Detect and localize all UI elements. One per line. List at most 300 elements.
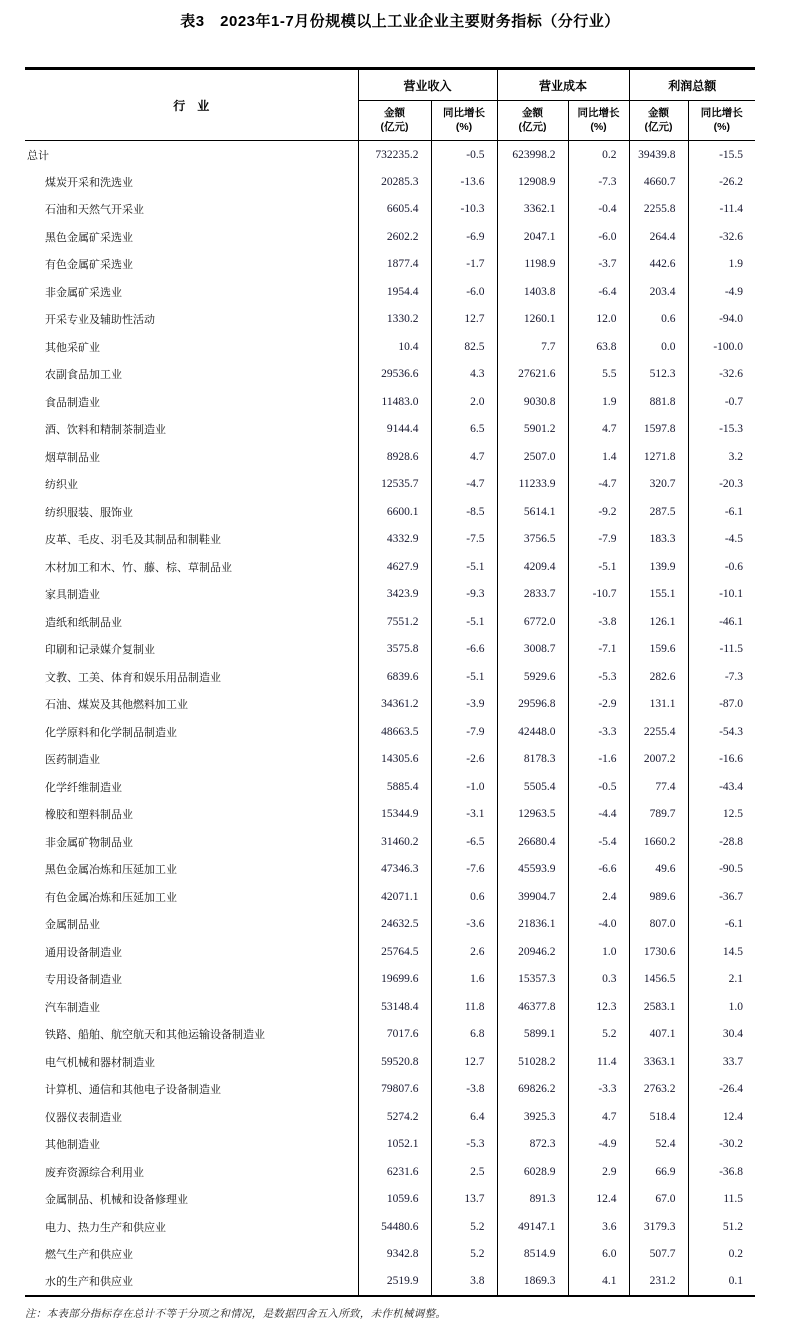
cost-amount-cell: 3756.5 bbox=[497, 526, 568, 554]
cost-growth-cell: 4.1 bbox=[568, 1268, 629, 1296]
industry-cell: 铁路、船舶、航空航天和其他运输设备制造业 bbox=[25, 1021, 358, 1049]
profit-amount-cell: 264.4 bbox=[629, 223, 688, 251]
revenue-amount-cell: 732235.2 bbox=[358, 141, 431, 169]
profit-growth-header bbox=[688, 101, 755, 141]
table-row bbox=[25, 828, 755, 856]
cost-growth-cell: -3.7 bbox=[568, 251, 629, 279]
cost-growth-cell: 0.2 bbox=[568, 141, 629, 169]
table-row bbox=[25, 471, 755, 499]
profit-growth-cell: -6.1 bbox=[724, 505, 744, 518]
revenue-growth-cell: -3.1 bbox=[431, 801, 497, 829]
table-row bbox=[25, 333, 755, 361]
cost-amount-cell: 5901.2 bbox=[497, 416, 568, 444]
profit-growth-cell: 11.5 bbox=[723, 1193, 744, 1206]
cost-growth-cell: 4.7 bbox=[568, 1103, 629, 1131]
table-row bbox=[25, 966, 755, 994]
table-row bbox=[25, 416, 755, 444]
revenue-amount-cell: 1330.2 bbox=[358, 306, 431, 334]
cost-amount-cell: 6772.0 bbox=[497, 608, 568, 636]
industry-cell: 农副食品加工业 bbox=[25, 361, 358, 389]
cost-growth-cell: 12.0 bbox=[568, 306, 629, 334]
revenue-amount-cell: 42071.1 bbox=[358, 883, 431, 911]
revenue-growth-cell: 4.7 bbox=[431, 443, 497, 471]
cost-amount-cell: 15357.3 bbox=[497, 966, 568, 994]
table-row bbox=[25, 1241, 755, 1269]
revenue-growth-header bbox=[431, 101, 497, 141]
cost-growth-cell: -3.3 bbox=[568, 1076, 629, 1104]
profit-amount-header bbox=[629, 101, 688, 141]
cost-growth-cell: -7.3 bbox=[568, 168, 629, 196]
profit-growth-cell: -6.1 bbox=[724, 918, 744, 931]
profit-amount-cell: 67.0 bbox=[629, 1186, 688, 1214]
profit-amount-cell: 2763.2 bbox=[629, 1076, 688, 1104]
cost-amount-cell: 20946.2 bbox=[497, 938, 568, 966]
profit-growth-cell: 33.7 bbox=[722, 1055, 744, 1068]
cost-amount-cell: 8178.3 bbox=[497, 746, 568, 774]
industry-cell: 木材加工和木、竹、藤、棕、草制品业 bbox=[25, 553, 358, 581]
cost-amount-cell: 5505.4 bbox=[497, 773, 568, 801]
revenue-growth-cell: 5.2 bbox=[431, 1241, 497, 1269]
revenue-amount-cell: 11483.0 bbox=[358, 388, 431, 416]
revenue-growth-cell: 5.2 bbox=[431, 1213, 497, 1241]
table-row bbox=[25, 278, 755, 306]
profit-growth-cell: -15.3 bbox=[719, 423, 744, 436]
profit-growth-cell: -94.0 bbox=[719, 313, 744, 326]
revenue-growth-cell: 1.6 bbox=[431, 966, 497, 994]
profit-amount-cell: 320.7 bbox=[629, 471, 688, 499]
table-row bbox=[25, 773, 755, 801]
table-row bbox=[25, 168, 755, 196]
revenue-growth-cell: -7.5 bbox=[431, 526, 497, 554]
revenue-growth-cell: -6.5 bbox=[431, 828, 497, 856]
cost-growth-cell: -0.4 bbox=[568, 196, 629, 224]
revenue-growth-cell: -6.0 bbox=[431, 278, 497, 306]
industry-cell: 食品制造业 bbox=[25, 388, 358, 416]
revenue-amount-cell: 24632.5 bbox=[358, 911, 431, 939]
profit-amount-cell: 203.4 bbox=[629, 278, 688, 306]
cost-growth-cell: -6.4 bbox=[568, 278, 629, 306]
table-row bbox=[25, 1021, 755, 1049]
industry-cell: 有色金属冶炼和压延加工业 bbox=[25, 883, 358, 911]
profit-growth-cell: -11.4 bbox=[719, 203, 744, 216]
profit-amount-cell: 881.8 bbox=[629, 388, 688, 416]
table-row bbox=[25, 196, 755, 224]
table-row bbox=[25, 223, 755, 251]
amount-unit-label: (亿元) bbox=[644, 120, 673, 133]
revenue-growth-cell: 12.7 bbox=[431, 1048, 497, 1076]
cost-amount-cell: 26680.4 bbox=[497, 828, 568, 856]
cost-amount-cell: 891.3 bbox=[497, 1186, 568, 1214]
profit-growth-cell: -10.1 bbox=[719, 588, 744, 601]
revenue-amount-cell: 34361.2 bbox=[358, 691, 431, 719]
table-row bbox=[25, 993, 755, 1021]
cost-growth-cell: -9.2 bbox=[568, 498, 629, 526]
profit-growth-cell: 3.2 bbox=[728, 450, 744, 463]
revenue-growth-cell: 0.6 bbox=[431, 883, 497, 911]
revenue-growth-cell: -1.0 bbox=[431, 773, 497, 801]
profit-amount-cell: 126.1 bbox=[629, 608, 688, 636]
profit-growth-cell: -7.3 bbox=[724, 670, 744, 683]
cost-amount-cell: 623998.2 bbox=[497, 141, 568, 169]
cost-amount-cell: 5929.6 bbox=[497, 663, 568, 691]
header-group-row bbox=[25, 69, 755, 101]
industry-cell: 非金属矿采选业 bbox=[25, 278, 358, 306]
cost-growth-header bbox=[568, 101, 629, 141]
industry-column-header: 行 业 bbox=[25, 69, 358, 141]
revenue-amount-cell: 1877.4 bbox=[358, 251, 431, 279]
amount-label: 金额 bbox=[384, 106, 405, 119]
profit-growth-cell: -54.3 bbox=[719, 725, 744, 738]
cost-growth-cell: 1.9 bbox=[568, 388, 629, 416]
revenue-growth-cell: 12.7 bbox=[431, 306, 497, 334]
revenue-amount-cell: 5274.2 bbox=[358, 1103, 431, 1131]
industry-cell: 燃气生产和供应业 bbox=[25, 1241, 358, 1269]
table-row bbox=[25, 1213, 755, 1241]
table-row bbox=[25, 1186, 755, 1214]
revenue-amount-cell: 5885.4 bbox=[358, 773, 431, 801]
profit-amount-cell: 0.6 bbox=[629, 306, 688, 334]
industry-cell: 非金属矿物制品业 bbox=[25, 828, 358, 856]
profit-growth-cell: 0.2 bbox=[728, 1248, 744, 1261]
cost-growth-cell: 0.3 bbox=[568, 966, 629, 994]
revenue-growth-cell: -5.1 bbox=[431, 608, 497, 636]
industry-cell: 通用设备制造业 bbox=[25, 938, 358, 966]
cost-amount-cell: 2047.1 bbox=[497, 223, 568, 251]
revenue-amount-cell: 7017.6 bbox=[358, 1021, 431, 1049]
industry-cell: 家具制造业 bbox=[25, 581, 358, 609]
revenue-growth-cell: 11.8 bbox=[431, 993, 497, 1021]
amount-label: 金额 bbox=[648, 106, 670, 119]
revenue-growth-cell: 6.5 bbox=[431, 416, 497, 444]
revenue-growth-cell: 3.8 bbox=[431, 1268, 497, 1296]
revenue-growth-cell: 13.7 bbox=[431, 1186, 497, 1214]
profit-amount-cell: 52.4 bbox=[629, 1131, 688, 1159]
table-row bbox=[25, 526, 755, 554]
table-row bbox=[25, 746, 755, 774]
table-row bbox=[25, 691, 755, 719]
revenue-growth-cell: 4.3 bbox=[431, 361, 497, 389]
industry-cell: 石油、煤炭及其他燃料加工业 bbox=[25, 691, 358, 719]
profit-amount-cell: 442.6 bbox=[629, 251, 688, 279]
profit-growth-cell: 30.4 bbox=[722, 1028, 744, 1041]
cost-growth-cell: 12.4 bbox=[568, 1186, 629, 1214]
cost-growth-cell: -4.4 bbox=[568, 801, 629, 829]
table-row bbox=[25, 608, 755, 636]
revenue-growth-cell: -6.9 bbox=[431, 223, 497, 251]
growth-label: 同比增长 bbox=[577, 106, 620, 119]
profit-amount-cell: 2255.8 bbox=[629, 196, 688, 224]
cost-amount-cell: 51028.2 bbox=[497, 1048, 568, 1076]
revenue-growth-cell: -2.6 bbox=[431, 746, 497, 774]
profit-amount-cell: 183.3 bbox=[629, 526, 688, 554]
revenue-amount-cell: 3575.8 bbox=[358, 636, 431, 664]
cost-amount-cell: 69826.2 bbox=[497, 1076, 568, 1104]
cost-amount-cell: 1869.3 bbox=[497, 1268, 568, 1296]
revenue-growth-cell: 6.8 bbox=[431, 1021, 497, 1049]
table-row bbox=[25, 306, 755, 334]
industry-cell: 纺织业 bbox=[25, 471, 358, 499]
revenue-amount-cell: 6231.6 bbox=[358, 1158, 431, 1186]
cost-growth-cell: 5.5 bbox=[568, 361, 629, 389]
cost-amount-cell: 2507.0 bbox=[497, 443, 568, 471]
cost-amount-cell: 49147.1 bbox=[497, 1213, 568, 1241]
profit-amount-cell: 49.6 bbox=[629, 856, 688, 884]
cost-growth-cell: -7.1 bbox=[568, 636, 629, 664]
profit-amount-cell: 989.6 bbox=[629, 883, 688, 911]
cost-amount-cell: 1260.1 bbox=[497, 306, 568, 334]
cost-amount-cell: 1198.9 bbox=[497, 251, 568, 279]
industry-cell: 医药制造业 bbox=[25, 746, 358, 774]
table-row bbox=[25, 663, 755, 691]
revenue-amount-cell: 14305.6 bbox=[358, 746, 431, 774]
profit-amount-cell: 282.6 bbox=[629, 663, 688, 691]
cost-growth-cell: -4.7 bbox=[568, 471, 629, 499]
cost-growth-cell: 1.4 bbox=[568, 443, 629, 471]
amount-label: 金额 bbox=[522, 106, 544, 119]
table-row bbox=[25, 1076, 755, 1104]
profit-growth-cell: -36.7 bbox=[719, 890, 744, 903]
profit-amount-cell: 518.4 bbox=[629, 1103, 688, 1131]
industry-cell: 煤炭开采和洗选业 bbox=[25, 168, 358, 196]
table-header bbox=[25, 69, 755, 141]
revenue-growth-cell: -13.6 bbox=[431, 168, 497, 196]
revenue-amount-cell: 12535.7 bbox=[358, 471, 431, 499]
revenue-growth-cell: -5.1 bbox=[431, 663, 497, 691]
cost-growth-cell: 4.7 bbox=[568, 416, 629, 444]
revenue-growth-cell: 2.0 bbox=[431, 388, 497, 416]
revenue-amount-cell: 1954.4 bbox=[358, 278, 431, 306]
revenue-growth-cell: 82.5 bbox=[431, 333, 497, 361]
profit-growth-cell: -28.8 bbox=[719, 835, 744, 848]
profit-growth-cell: -15.5 bbox=[719, 148, 744, 161]
profit-growth-cell: -20.3 bbox=[719, 478, 744, 491]
profit-amount-cell: 1730.6 bbox=[629, 938, 688, 966]
cost-growth-cell: -4.9 bbox=[568, 1131, 629, 1159]
industry-cell: 造纸和纸制品业 bbox=[25, 608, 358, 636]
revenue-growth-cell: -3.6 bbox=[431, 911, 497, 939]
profit-amount-cell: 1271.8 bbox=[629, 443, 688, 471]
profit-amount-cell: 1597.8 bbox=[629, 416, 688, 444]
cost-growth-cell: -10.7 bbox=[568, 581, 629, 609]
table-body bbox=[25, 141, 755, 1296]
profit-growth-cell: -0.7 bbox=[724, 395, 744, 408]
profit-growth-cell: -30.2 bbox=[719, 1138, 744, 1151]
revenue-amount-cell: 79807.6 bbox=[358, 1076, 431, 1104]
revenue-growth-cell: 2.6 bbox=[431, 938, 497, 966]
cost-amount-cell: 45593.9 bbox=[497, 856, 568, 884]
revenue-growth-cell: -0.5 bbox=[431, 141, 497, 169]
profit-growth-cell: 51.2 bbox=[722, 1220, 744, 1233]
cost-amount-cell: 21836.1 bbox=[497, 911, 568, 939]
cost-growth-cell: -2.9 bbox=[568, 691, 629, 719]
profit-amount-cell: 4660.7 bbox=[629, 168, 688, 196]
industry-cell: 金属制品业 bbox=[25, 911, 358, 939]
profit-amount-cell: 2583.1 bbox=[629, 993, 688, 1021]
table-row bbox=[25, 1103, 755, 1131]
industry-cell: 电气机械和器材制造业 bbox=[25, 1048, 358, 1076]
table-row bbox=[25, 443, 755, 471]
table-row bbox=[25, 1158, 755, 1186]
revenue-amount-cell: 4627.9 bbox=[358, 553, 431, 581]
cost-amount-cell: 12963.5 bbox=[497, 801, 568, 829]
cost-growth-cell: 2.9 bbox=[568, 1158, 629, 1186]
cost-growth-cell: -6.6 bbox=[568, 856, 629, 884]
industry-cell: 其他采矿业 bbox=[25, 333, 358, 361]
table-row bbox=[25, 718, 755, 746]
revenue-growth-cell: 6.4 bbox=[431, 1103, 497, 1131]
profit-growth-cell: -11.5 bbox=[719, 643, 744, 656]
revenue-amount-cell: 54480.6 bbox=[358, 1213, 431, 1241]
profit-growth-cell: -32.6 bbox=[719, 368, 744, 381]
table-row bbox=[25, 856, 755, 884]
profit-amount-cell: 407.1 bbox=[629, 1021, 688, 1049]
table-row bbox=[25, 636, 755, 664]
industry-cell: 黑色金属冶炼和压延加工业 bbox=[25, 856, 358, 884]
revenue-amount-cell: 9342.8 bbox=[358, 1241, 431, 1269]
revenue-amount-cell: 6605.4 bbox=[358, 196, 431, 224]
revenue-amount-cell: 20285.3 bbox=[358, 168, 431, 196]
cost-amount-cell: 29596.8 bbox=[497, 691, 568, 719]
profit-growth-cell: -87.0 bbox=[719, 698, 744, 711]
revenue-amount-cell: 2602.2 bbox=[358, 223, 431, 251]
cost-growth-cell: 63.8 bbox=[568, 333, 629, 361]
cost-amount-cell: 2833.7 bbox=[497, 581, 568, 609]
cost-growth-cell: -5.4 bbox=[568, 828, 629, 856]
table-row bbox=[25, 801, 755, 829]
revenue-amount-cell: 3423.9 bbox=[358, 581, 431, 609]
revenue-growth-cell: -4.7 bbox=[431, 471, 497, 499]
profit-growth-cell: -32.6 bbox=[719, 230, 744, 243]
profit-growth-cell: 1.9 bbox=[728, 258, 744, 271]
profit-growth-cell: 12.4 bbox=[722, 1110, 744, 1123]
revenue-amount-cell: 1052.1 bbox=[358, 1131, 431, 1159]
revenue-growth-cell: -3.9 bbox=[431, 691, 497, 719]
table-container bbox=[25, 67, 755, 1297]
industry-cell: 化学纤维制造业 bbox=[25, 773, 358, 801]
profit-growth-cell: -100.0 bbox=[713, 340, 744, 353]
cost-growth-cell: -5.1 bbox=[568, 553, 629, 581]
revenue-growth-cell: 2.5 bbox=[431, 1158, 497, 1186]
table-row bbox=[25, 1268, 755, 1296]
profit-group-header: 利润总额 bbox=[629, 69, 755, 101]
profit-growth-cell: -46.1 bbox=[719, 615, 744, 628]
cost-amount-cell: 4209.4 bbox=[497, 553, 568, 581]
cost-amount-cell: 46377.8 bbox=[497, 993, 568, 1021]
profit-amount-cell: 39439.8 bbox=[629, 141, 688, 169]
cost-amount-cell: 8514.9 bbox=[497, 1241, 568, 1269]
revenue-amount-cell: 6600.1 bbox=[358, 498, 431, 526]
financial-indicators-table bbox=[25, 67, 755, 1297]
profit-growth-cell: -26.4 bbox=[719, 1083, 744, 1096]
profit-growth-cell: -4.9 bbox=[724, 285, 744, 298]
revenue-growth-cell: -6.6 bbox=[431, 636, 497, 664]
revenue-growth-cell: -10.3 bbox=[431, 196, 497, 224]
industry-cell: 化学原料和化学制品制造业 bbox=[25, 718, 358, 746]
profit-amount-cell: 3179.3 bbox=[629, 1213, 688, 1241]
revenue-growth-cell: -9.3 bbox=[431, 581, 497, 609]
cost-amount-cell: 7.7 bbox=[497, 333, 568, 361]
industry-cell: 其他制造业 bbox=[25, 1131, 358, 1159]
cost-amount-cell: 39904.7 bbox=[497, 883, 568, 911]
industry-cell: 计算机、通信和其他电子设备制造业 bbox=[25, 1076, 358, 1104]
profit-amount-cell: 1660.2 bbox=[629, 828, 688, 856]
industry-cell: 总计 bbox=[25, 141, 358, 169]
table-row bbox=[25, 361, 755, 389]
cost-amount-cell: 5899.1 bbox=[497, 1021, 568, 1049]
cost-growth-cell: -3.8 bbox=[568, 608, 629, 636]
profit-amount-cell: 0.0 bbox=[629, 333, 688, 361]
cost-growth-cell: 2.4 bbox=[568, 883, 629, 911]
profit-growth-cell: 14.5 bbox=[722, 945, 744, 958]
revenue-amount-cell: 59520.8 bbox=[358, 1048, 431, 1076]
revenue-amount-cell: 7551.2 bbox=[358, 608, 431, 636]
cost-amount-cell: 5614.1 bbox=[497, 498, 568, 526]
profit-amount-cell: 2255.4 bbox=[629, 718, 688, 746]
revenue-amount-cell: 1059.6 bbox=[358, 1186, 431, 1214]
amount-unit-label: (亿元) bbox=[518, 120, 547, 133]
table-row bbox=[25, 141, 755, 169]
table-footnote: 注：本表部分指标存在总计不等于分项之和情况，是数据四舍五入所致，未作机械调整。 bbox=[25, 1307, 447, 1320]
profit-amount-cell: 2007.2 bbox=[629, 746, 688, 774]
table-row bbox=[25, 1131, 755, 1159]
growth-label: 同比增长 bbox=[443, 106, 485, 119]
industry-cell: 黑色金属矿采选业 bbox=[25, 223, 358, 251]
profit-amount-cell: 807.0 bbox=[629, 911, 688, 939]
revenue-group-header: 营业收入 bbox=[358, 69, 497, 101]
cost-amount-cell: 9030.8 bbox=[497, 388, 568, 416]
table-title: 表3 2023年1-7月份规模以上工业企业主要财务指标（分行业） bbox=[180, 13, 620, 30]
industry-cell: 石油和天然气开采业 bbox=[25, 196, 358, 224]
profit-amount-cell: 789.7 bbox=[629, 801, 688, 829]
revenue-amount-cell: 47346.3 bbox=[358, 856, 431, 884]
profit-growth-cell: -36.8 bbox=[719, 1165, 744, 1178]
cost-growth-cell: 5.2 bbox=[568, 1021, 629, 1049]
profit-amount-cell: 77.4 bbox=[629, 773, 688, 801]
profit-amount-cell: 231.2 bbox=[629, 1268, 688, 1296]
revenue-amount-cell: 8928.6 bbox=[358, 443, 431, 471]
cost-amount-cell: 42448.0 bbox=[497, 718, 568, 746]
industry-cell: 专用设备制造业 bbox=[25, 966, 358, 994]
revenue-amount-cell: 2519.9 bbox=[358, 1268, 431, 1296]
cost-growth-cell: -7.9 bbox=[568, 526, 629, 554]
revenue-amount-cell: 6839.6 bbox=[358, 663, 431, 691]
cost-growth-cell: -5.3 bbox=[568, 663, 629, 691]
revenue-growth-cell: -7.6 bbox=[431, 856, 497, 884]
profit-amount-cell: 512.3 bbox=[629, 361, 688, 389]
industry-cell: 电力、热力生产和供应业 bbox=[25, 1213, 358, 1241]
profit-growth-cell: 0.1 bbox=[728, 1275, 744, 1288]
cost-growth-cell: 3.6 bbox=[568, 1213, 629, 1241]
industry-cell: 水的生产和供应业 bbox=[25, 1268, 358, 1296]
table-row bbox=[25, 1048, 755, 1076]
table-row bbox=[25, 553, 755, 581]
profit-amount-cell: 131.1 bbox=[629, 691, 688, 719]
profit-growth-cell: 2.1 bbox=[728, 973, 744, 986]
cost-amount-cell: 3008.7 bbox=[497, 636, 568, 664]
cost-growth-cell: 1.0 bbox=[568, 938, 629, 966]
profit-amount-cell: 155.1 bbox=[629, 581, 688, 609]
table-row bbox=[25, 883, 755, 911]
cost-growth-cell: 12.3 bbox=[568, 993, 629, 1021]
industry-cell: 印刷和记录媒介复制业 bbox=[25, 636, 358, 664]
cost-amount-cell: 872.3 bbox=[497, 1131, 568, 1159]
profit-amount-cell: 139.9 bbox=[629, 553, 688, 581]
cost-growth-cell: 6.0 bbox=[568, 1241, 629, 1269]
cost-amount-cell: 11233.9 bbox=[497, 471, 568, 499]
revenue-amount-cell: 15344.9 bbox=[358, 801, 431, 829]
revenue-amount-header bbox=[358, 101, 431, 141]
cost-amount-cell: 27621.6 bbox=[497, 361, 568, 389]
